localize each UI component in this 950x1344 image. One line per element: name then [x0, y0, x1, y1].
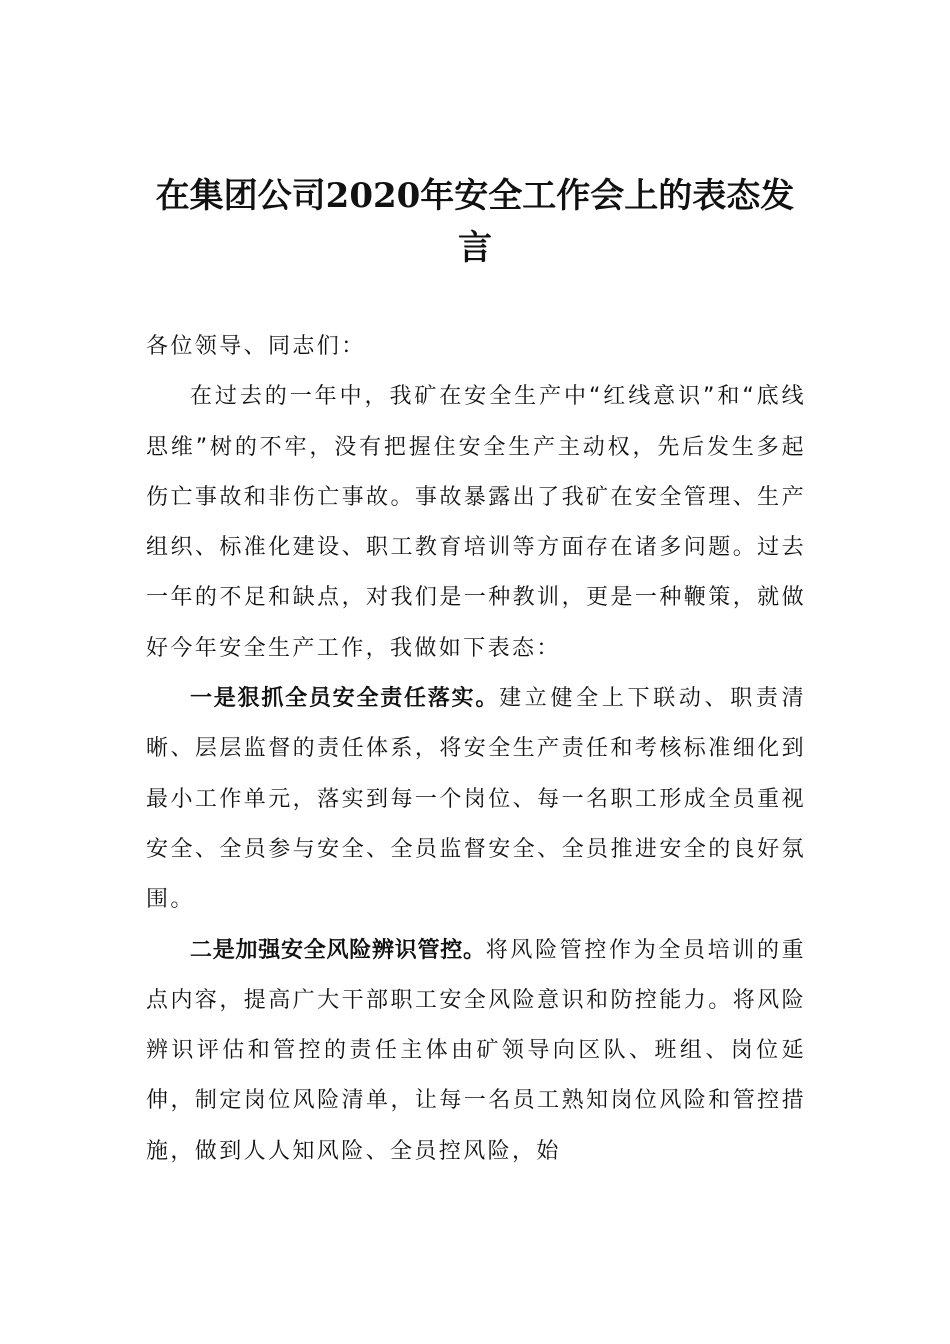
point-1-text: 建立健全上下联动、职责清晰、层层监督的责任体系，将安全生产责任和考核标准细化到最小工作单元，落实到每一个岗位、每一名职工形成全员重视安全、全员参与安全、全员监督安全、全员推进安全的良好氛围。	[146, 686, 806, 913]
point-2-text: 将风险管控作为全员培训的重点内容，提高广大干部职工安全风险意识和防控能力。将风险辨识评估和管控的责任主体由矿领导向区队、班组、岗位延伸，制定岗位风险清单，让每一名员工熟知岗位风险和管控措施，做到人人知风险、全员控风险，始	[146, 937, 806, 1164]
document-body	[146, 322, 806, 1177]
point-1-lead: 一是狠抓全员安全责任落实。	[190, 686, 500, 712]
point-paragraph-2	[146, 926, 806, 1177]
point-2-lead: 二是加强安全风险辨识管控。	[190, 937, 486, 963]
salutation: 各位领导、同志们：	[146, 334, 366, 359]
document-title: 在集团公司2020年安全工作会上的表态发言	[155, 176, 795, 268]
intro-paragraph: 在过去的一年中，我矿在安全生产中“红线意识”和“底线思维”树的不牢，没有把握住安全生产主动权，先后发生多起伤亡事故和非伤亡事故。事故暴露出了我矿在安全管理、生产组织、标准化建设、职工教育培训等方面存在诸多问题。过去一年的不足和缺点，对我们是一种教训，更是一种鞭策，就做好今年安全生产工作，我做如下表态：	[146, 384, 806, 661]
point-paragraph-1	[146, 674, 806, 925]
